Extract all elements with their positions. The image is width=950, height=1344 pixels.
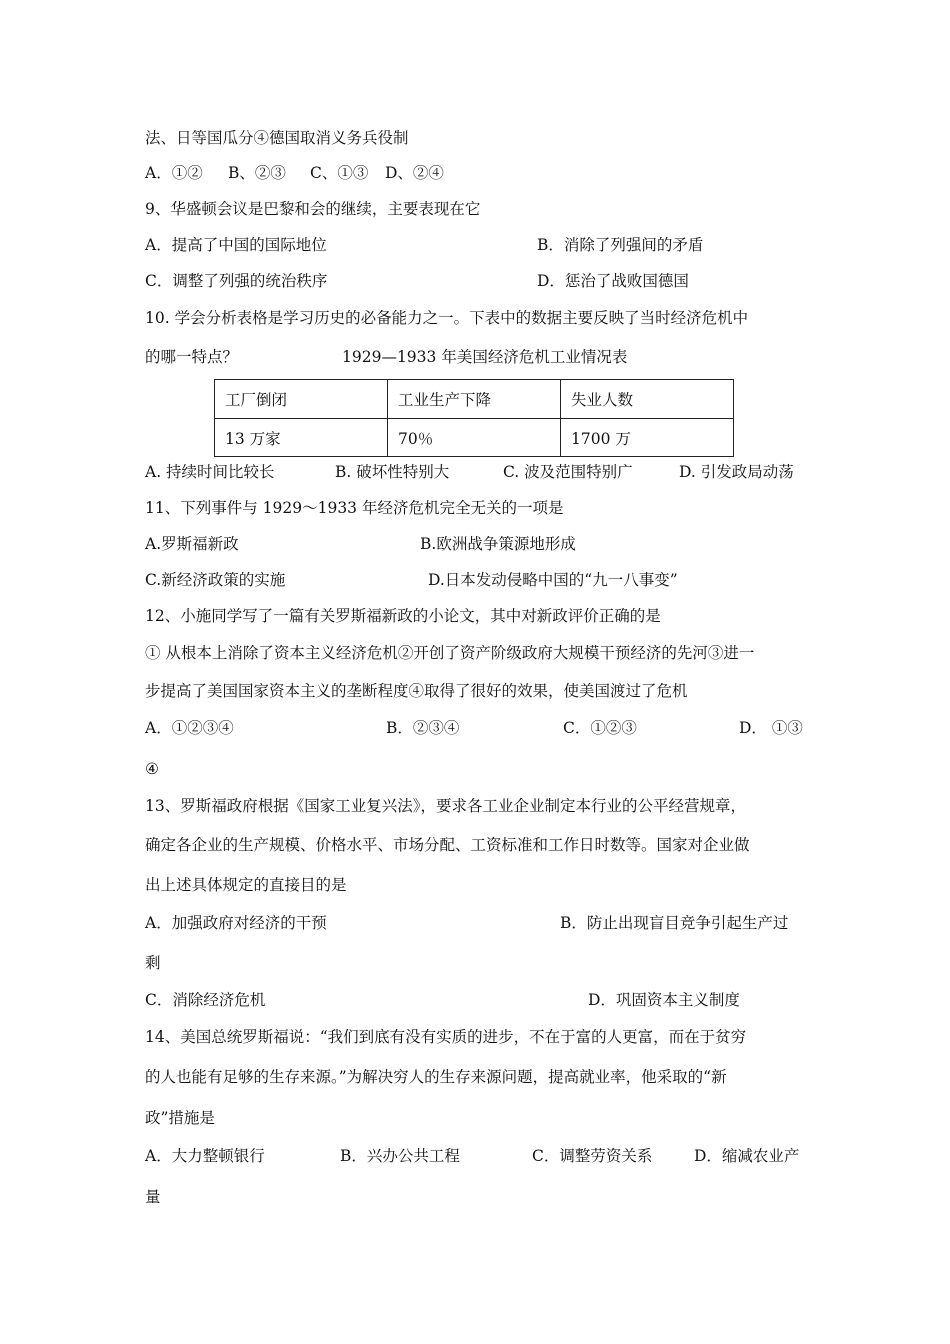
question-10: 10. 学会分析表格是学习历史的必备能力之一。下表中的数据主要反映了当时经济危机中: [145, 309, 749, 327]
table-cell: 1700 万: [561, 419, 734, 457]
table-header-cell: 工业生产下降: [388, 380, 561, 419]
q13-option-b: B．防止出现盲目竞争引起生产过: [560, 914, 789, 932]
table-header-cell: 失业人数: [561, 380, 734, 419]
q9-option-d: D．惩治了战败国德国: [537, 272, 689, 290]
q9-option-a: A．提高了中国的国际地位: [145, 236, 327, 254]
table-header-cell: 工厂倒闭: [215, 380, 388, 419]
q12-option-a: A．①②③④: [145, 719, 234, 737]
q14-option-a: A．大力整顿银行: [145, 1147, 265, 1165]
q14-option-d-wrap: 量: [145, 1188, 161, 1206]
table-caption: 1929—1933 年美国经济危机工业情况表: [342, 348, 628, 366]
question-10-cont: 的哪一特点？: [145, 348, 239, 366]
question-14-cont-1: 的人也能有足够的生存来源。”为解决穷人的生存来源问题，提高就业率，他采取的“新: [145, 1068, 727, 1086]
q8-option-d: D、②④: [385, 164, 444, 182]
q12-option-c: C．①②③: [563, 719, 637, 737]
q8-option-c: C、①③: [310, 164, 369, 182]
question-12-cont-1: ① 从根本上消除了资本主义经济危机②开创了资产阶级政府大规模干预经济的先河③进一: [145, 644, 755, 662]
q11-option-c: C.新经济政策的实施: [145, 571, 286, 589]
data-table: [214, 379, 734, 457]
q10-option-a: A. 持续时间比较长: [145, 463, 275, 481]
q12-option-d: D． ①③: [739, 719, 803, 737]
line-q8-stem: 法、日等国瓜分④德国取消义务兵役制: [145, 129, 409, 147]
q14-option-b: B．兴办公共工程: [340, 1147, 460, 1165]
table-cell: 70％: [388, 419, 561, 457]
q11-option-a: A.罗斯福新政: [145, 535, 239, 553]
q13-option-d: D．巩固资本主义制度: [588, 991, 740, 1009]
q8-option-b: B、②③: [228, 164, 286, 182]
q9-option-c: C．调整了列强的统治秩序: [145, 272, 328, 290]
q13-option-b-wrap: 剩: [145, 954, 161, 972]
table-cell: 13 万家: [215, 419, 388, 457]
q10-option-d: D. 引发政局动荡: [679, 463, 794, 481]
q11-option-d: D.日本发动侵略中国的“九一八事变”: [428, 571, 678, 589]
q14-option-c: C．调整劳资关系: [532, 1147, 653, 1165]
question-12-cont-2: 步提高了美国国家资本主义的垄断程度④取得了很好的效果，使美国渡过了危机: [145, 682, 688, 700]
q10-option-b: B. 破坏性特别大: [335, 463, 450, 481]
question-11: 11、下列事件与 1929～1933 年经济危机完全无关的一项是: [145, 499, 564, 517]
q13-option-c: C．消除经济危机: [145, 991, 266, 1009]
q14-option-d: D．缩减农业产: [694, 1147, 800, 1165]
question-9: 9、华盛顿会议是巴黎和会的继续，主要表现在它: [145, 200, 481, 218]
table-header-row: [215, 380, 734, 419]
q12-option-d-wrap: ④: [145, 760, 159, 778]
q8-option-a: A．①②: [145, 164, 203, 182]
q13-option-a: A．加强政府对经济的干预: [145, 914, 327, 932]
q12-option-b: B．②③④: [386, 719, 460, 737]
table-row: [215, 419, 734, 457]
question-12: 12、小施同学写了一篇有关罗斯福新政的小论文，其中对新政评价正确的是: [145, 607, 661, 625]
q9-option-b: B．消除了列强间的矛盾: [537, 236, 704, 254]
q10-option-c: C. 波及范围特别广: [503, 463, 633, 481]
q11-option-b: B.欧洲战争策源地形成: [420, 535, 576, 553]
question-13: 13、罗斯福政府根据《国家工业复兴法》，要求各工业企业制定本行业的公平经营规章，: [145, 797, 746, 815]
question-14: 14、美国总统罗斯福说：“我们到底有没有实质的进步，不在于富的人更富，而在于贫穷: [145, 1028, 747, 1046]
question-13-cont-1: 确定各企业的生产规模、价格水平、市场分配、工资标准和工作日时数等。国家对企业做: [145, 836, 750, 854]
question-13-cont-2: 出上述具体规定的直接目的是: [145, 876, 347, 894]
question-14-cont-2: 政”措施是: [145, 1109, 215, 1127]
